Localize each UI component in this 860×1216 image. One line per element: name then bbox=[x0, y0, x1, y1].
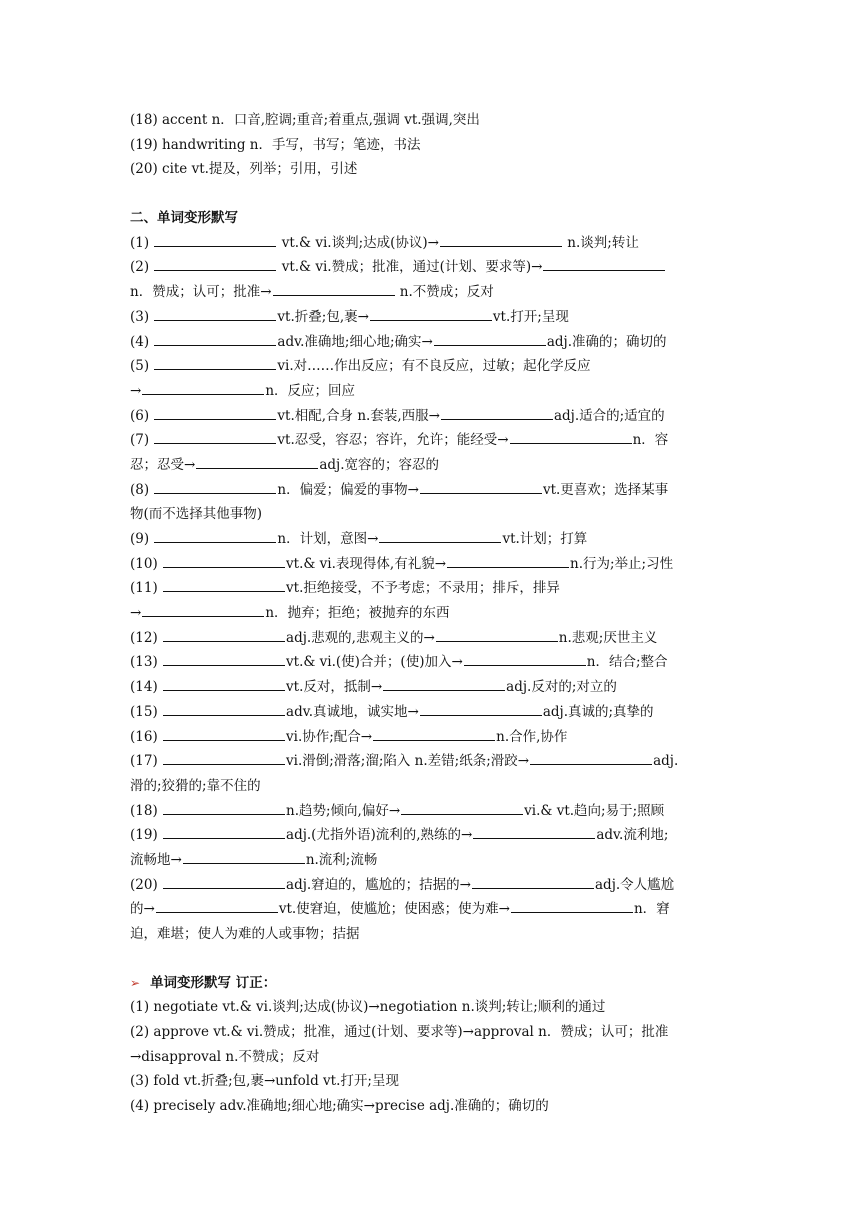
exercise-16: (16) vi.协作;配合→ n.合作,协作 bbox=[130, 725, 735, 750]
answer-blank[interactable] bbox=[154, 429, 276, 444]
answer-blank[interactable] bbox=[163, 627, 285, 642]
exercise-20-cont: 的→ vt.使窘迫，使尴尬；使困惑；使为难→ n．窘 bbox=[130, 897, 735, 922]
exercise-18: (18) n.趋势;倾向,偏好→ vi.& vt.趋向;易于;照顾 bbox=[130, 799, 735, 824]
answer-blank[interactable] bbox=[163, 726, 285, 741]
answer-blank[interactable] bbox=[154, 528, 276, 543]
exercise-8: (8) n．偏爱；偏爱的事物→ vt.更喜欢；选择某事 bbox=[130, 478, 735, 503]
exercise-19-cont: 流畅地→ n.流利;流畅 bbox=[130, 848, 735, 873]
exercise-20-cont2: 迫，难堪；使人为难的人或事物；拮据 bbox=[130, 926, 360, 942]
answer-blank[interactable] bbox=[163, 874, 285, 889]
answer-blank[interactable] bbox=[163, 676, 285, 691]
answer-blank[interactable] bbox=[420, 701, 542, 716]
answer-blank[interactable] bbox=[370, 306, 492, 321]
answer-blank[interactable] bbox=[163, 577, 285, 592]
answer-blank[interactable] bbox=[273, 281, 395, 296]
exercise-14: (14) vt.反对，抵制→ adj.反对的;对立的 bbox=[130, 675, 735, 700]
answer-blank[interactable] bbox=[434, 331, 546, 346]
correction-title: ➢ 单词变形默写 订正： bbox=[130, 974, 277, 991]
answer-blank[interactable] bbox=[163, 553, 285, 568]
answer-blank[interactable] bbox=[154, 355, 276, 370]
answer-blank[interactable] bbox=[373, 726, 495, 741]
answer-blank[interactable] bbox=[142, 380, 264, 395]
correction-line: (2) approve vt.& vi.赞成；批准，通过(计划、要求等)→approval n．赞成；认可；批准 bbox=[130, 1024, 669, 1041]
exercise-13: (13) vt.& vi.(使)合并；(使)加入→ n．结合;整合 bbox=[130, 650, 735, 675]
exercise-5-cont: → n．反应；回应 bbox=[130, 379, 735, 404]
answer-blank[interactable] bbox=[196, 454, 318, 469]
answer-blank[interactable] bbox=[154, 306, 276, 321]
exercise-10: (10) vt.& vi.表现得体,有礼貌→ n.行为;举止;习性 bbox=[130, 552, 735, 577]
answer-blank[interactable] bbox=[163, 651, 285, 666]
exercise-11: (11) vt.拒绝接受，不予考虑；不录用；排斥，排异 bbox=[130, 576, 735, 601]
exercise-2-cont: n．赞成；认可；批准→ n.不赞成；反对 bbox=[130, 280, 735, 305]
answer-blank[interactable] bbox=[447, 553, 569, 568]
section-title: 二、单词变形默写 bbox=[130, 210, 238, 227]
exercise-7-cont: 忍；忍受→ adj.宽容的；容忍的 bbox=[130, 453, 735, 478]
exercise-20: (20) adj.窘迫的，尴尬的；拮据的→ adj.令人尴尬 bbox=[130, 873, 735, 898]
answer-blank[interactable] bbox=[436, 627, 558, 642]
answer-blank[interactable] bbox=[183, 849, 305, 864]
exercise-15: (15) adv.真诚地，诚实地→ adj.真诚的;真挚的 bbox=[130, 700, 735, 725]
answer-blank[interactable] bbox=[154, 232, 276, 247]
correction-line: (1) negotiate vt.& vi.谈判;达成(协议)→negotiation n.谈判;转让;顺利的通过 bbox=[130, 999, 606, 1016]
exercise-5: (5) vi.对……作出反应；有不良反应，过敏；起化学反应 bbox=[130, 354, 735, 379]
exercise-4: (4) adv.准确地;细心地;确实→ adj.准确的；确切的 bbox=[130, 330, 735, 355]
answer-blank[interactable] bbox=[154, 405, 276, 420]
answer-blank[interactable] bbox=[163, 800, 285, 815]
answer-blank[interactable] bbox=[440, 232, 562, 247]
exercise-2: (2) vt.& vi.赞成；批准，通过(计划、要求等)→ bbox=[130, 255, 735, 280]
exercise-12: (12) adj.悲观的,悲观主义的→ n.悲观;厌世主义 bbox=[130, 626, 735, 651]
answer-blank[interactable] bbox=[441, 405, 553, 420]
exercise-17: (17) vi.滑倒;滑落;溜;陷入 n.差错;纸条;滑跤→ adj. bbox=[130, 749, 735, 774]
correction-line: →disapproval n.不赞成；反对 bbox=[130, 1048, 320, 1065]
correction-line: (3) fold vt.折叠;包,裹→unfold vt.打开;呈现 bbox=[130, 1073, 399, 1090]
exercise-3: (3) vt.折叠;包,裹→ vt.打开;呈现 bbox=[130, 305, 735, 330]
answer-blank[interactable] bbox=[163, 701, 285, 716]
answer-blank[interactable] bbox=[142, 602, 264, 617]
answer-blank[interactable] bbox=[420, 479, 542, 494]
answer-blank[interactable] bbox=[163, 750, 285, 765]
answer-blank[interactable] bbox=[543, 256, 665, 271]
answer-blank[interactable] bbox=[154, 479, 276, 494]
answer-blank[interactable] bbox=[511, 898, 633, 913]
answer-blank[interactable] bbox=[401, 800, 523, 815]
answer-blank[interactable] bbox=[156, 898, 278, 913]
exercise-9: (9) n．计划，意图→ vt.计划；打算 bbox=[130, 527, 735, 552]
exercise-11-cont: → n．抛弃；拒绝；被抛弃的东西 bbox=[130, 601, 735, 626]
answer-blank[interactable] bbox=[472, 874, 594, 889]
exercise-1: (1) vt.& vi.谈判;达成(协议)→ n.谈判;转让 bbox=[130, 231, 735, 256]
answer-blank[interactable] bbox=[473, 824, 595, 839]
answer-blank[interactable] bbox=[383, 676, 505, 691]
vocab-line-20: (20) cite vt.提及，列举；引用，引述 bbox=[130, 161, 358, 178]
exercise-8-cont: 物(而不选择其他事物) bbox=[130, 506, 263, 523]
exercise-19: (19) adj.(尤指外语)流利的,熟练的→ adv.流利地; bbox=[130, 823, 735, 848]
answer-blank[interactable] bbox=[154, 256, 276, 271]
arrow-bullet-icon: ➢ bbox=[130, 975, 141, 990]
answer-blank[interactable] bbox=[154, 331, 276, 346]
answer-blank[interactable] bbox=[530, 750, 652, 765]
exercise-7: (7) vt.忍受，容忍；容许，允许；能经受→ n．容 bbox=[130, 428, 735, 453]
exercise-17-cont: 滑的;狡猾的;靠不住的 bbox=[130, 777, 261, 794]
answer-blank[interactable] bbox=[379, 528, 501, 543]
vocab-line-18: (18) accent n．口音,腔调;重音;着重点,强调 vt.强调,突出 bbox=[130, 112, 480, 128]
answer-blank[interactable] bbox=[510, 429, 632, 444]
vocab-line-19: (19) handwriting n．手写，书写；笔迹，书法 bbox=[130, 136, 421, 153]
answer-blank[interactable] bbox=[464, 651, 586, 666]
correction-line: (4) precisely adv.准确地;细心地;确实→precise adj.准确的；确切的 bbox=[130, 1098, 549, 1115]
document-page bbox=[130, 108, 735, 1119]
exercise-6: (6) vt.相配,合身 n.套装,西服→ adj.适合的;适宜的 bbox=[130, 404, 735, 429]
answer-blank[interactable] bbox=[163, 824, 285, 839]
